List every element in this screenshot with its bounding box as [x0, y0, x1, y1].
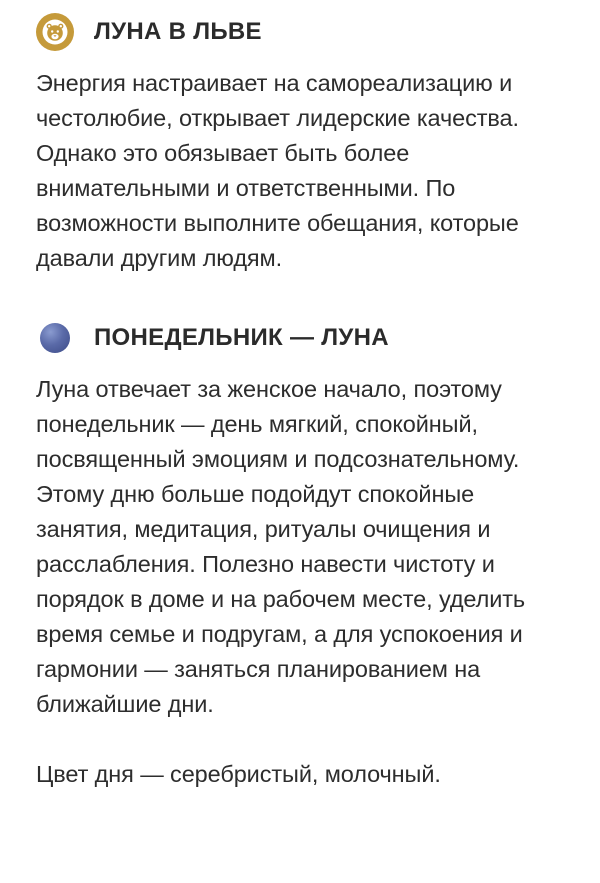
lion-icon — [36, 13, 74, 51]
section-header — [36, 12, 572, 52]
moon-in-leo-section — [36, 12, 572, 276]
section-title: ПОНЕДЕЛЬНИК — ЛУНА — [94, 324, 389, 351]
section-title: ЛУНА В ЛЬВЕ — [94, 18, 262, 45]
section-text: Луна отвечает за женское начало, поэтому понедельник — день мягкий, спокойный, посвященный эмоциям и подсознательному. Этому дню больше подойдут спокойные занятия, медитация, ритуалы очищения и расслабления. Полезно навести чистоту и порядок в доме и на рабочем месте, уделить время семье и подругам, а для успокоения и гармонии — заняться планированием на ближайшие дни. — [36, 376, 526, 717]
color-of-day-text: Цвет дня — серебристый, молочный. — [36, 761, 441, 787]
section-header — [36, 318, 572, 358]
section-text: Энергия настраивает на самореализацию и честолюбие, открывает лидерские качества. Однако это обязывает быть более внимательными и ответственными. По возможности выполните обещания, которые давали другим людям. — [36, 70, 519, 271]
monday-moon-section — [36, 318, 572, 792]
moon-icon — [40, 323, 70, 353]
